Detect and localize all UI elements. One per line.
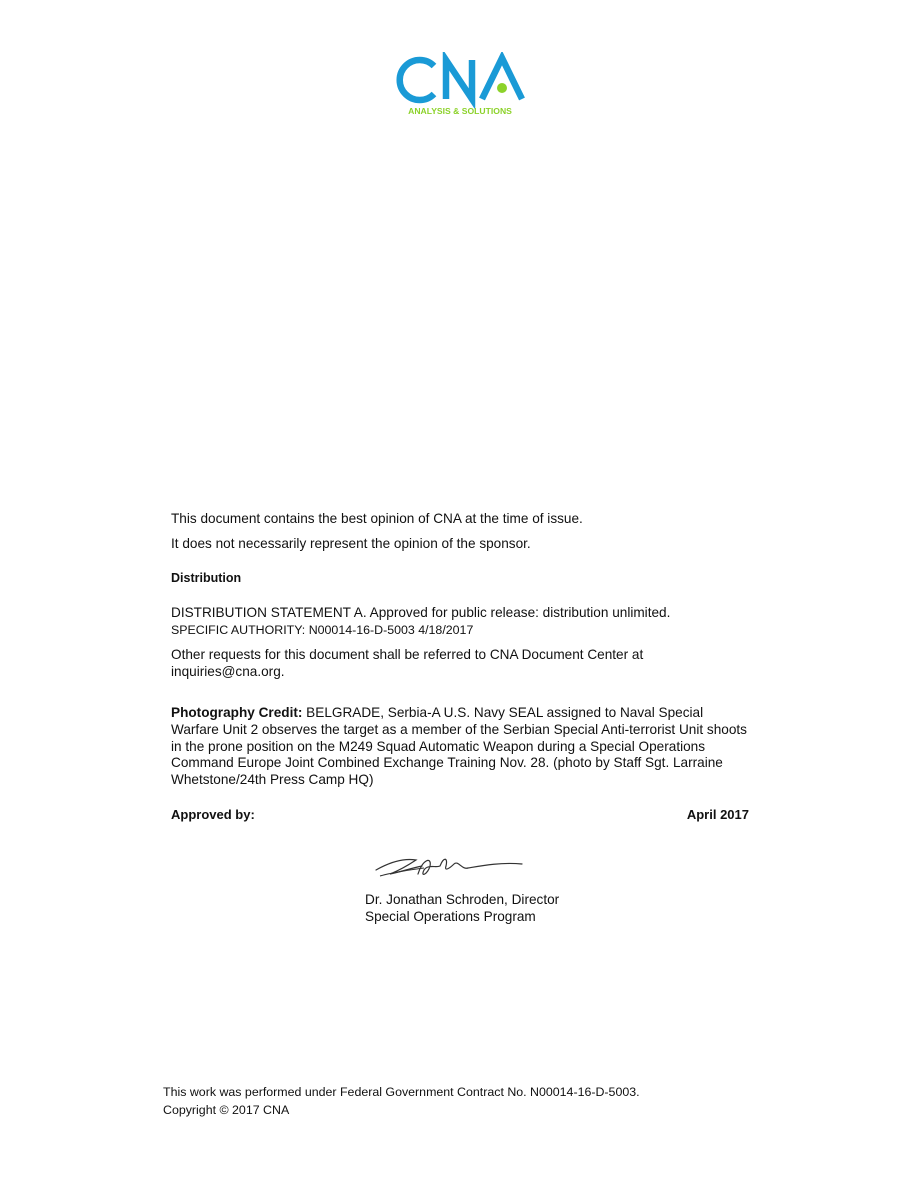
photo-credit — [171, 705, 751, 789]
copyright-notice: Copyright © 2017 CNA — [163, 1103, 290, 1117]
logo-green-dot — [497, 83, 507, 93]
sponsor-disclaimer: It does not necessarily represent the opinion of the sponsor. — [171, 536, 531, 551]
contract-notice: This work was performed under Federal Government Contract No. N00014-16-D-5003. — [163, 1085, 640, 1099]
distribution-heading: Distribution — [171, 571, 242, 585]
requests-notice: Other requests for this document shall be referred to CNA Document Center at inquiries@cna.org. — [171, 647, 644, 679]
photo-credit-label: Photography Credit: — [171, 705, 303, 720]
logo-tagline: ANALYSIS & SOLUTIONS — [408, 106, 512, 116]
approval-date: April 2017 — [686, 807, 749, 822]
logo-letter-c — [400, 60, 434, 100]
opinion-notice: This document contains the best opinion of CNA at the time of issue. — [171, 511, 583, 526]
specific-authority: SPECIFIC AUTHORITY: N00014-16-D-5003 4/18/2017 — [171, 623, 474, 637]
photo-credit-text: BELGRADE, Serbia-A U.S. Navy SEAL assigned to Naval Special Warfare Unit 2 observes the target as a member of the Serbian Special Anti-terrorist Unit shoots in the prone position on the M249 Squad Automatic Weapon during a Special Operations Command Europe Joint Combined Exchange Training Nov. 28. (photo by Staff Sgt. Larraine Whetstone/24th Press Camp HQ) — [171, 705, 747, 788]
signature-graphic — [370, 848, 530, 884]
signature — [370, 848, 530, 884]
cna-logo — [390, 52, 530, 118]
cna-logo-graphic — [390, 52, 530, 118]
distribution-statement: DISTRIBUTION STATEMENT A. Approved for public release: distribution unlimited. — [171, 605, 671, 620]
signer-name: Dr. Jonathan Schroden, Director — [365, 892, 560, 907]
signer-title: Special Operations Program — [365, 909, 536, 924]
approved-by-label: Approved by: — [171, 807, 255, 822]
logo-letter-n — [446, 60, 472, 99]
